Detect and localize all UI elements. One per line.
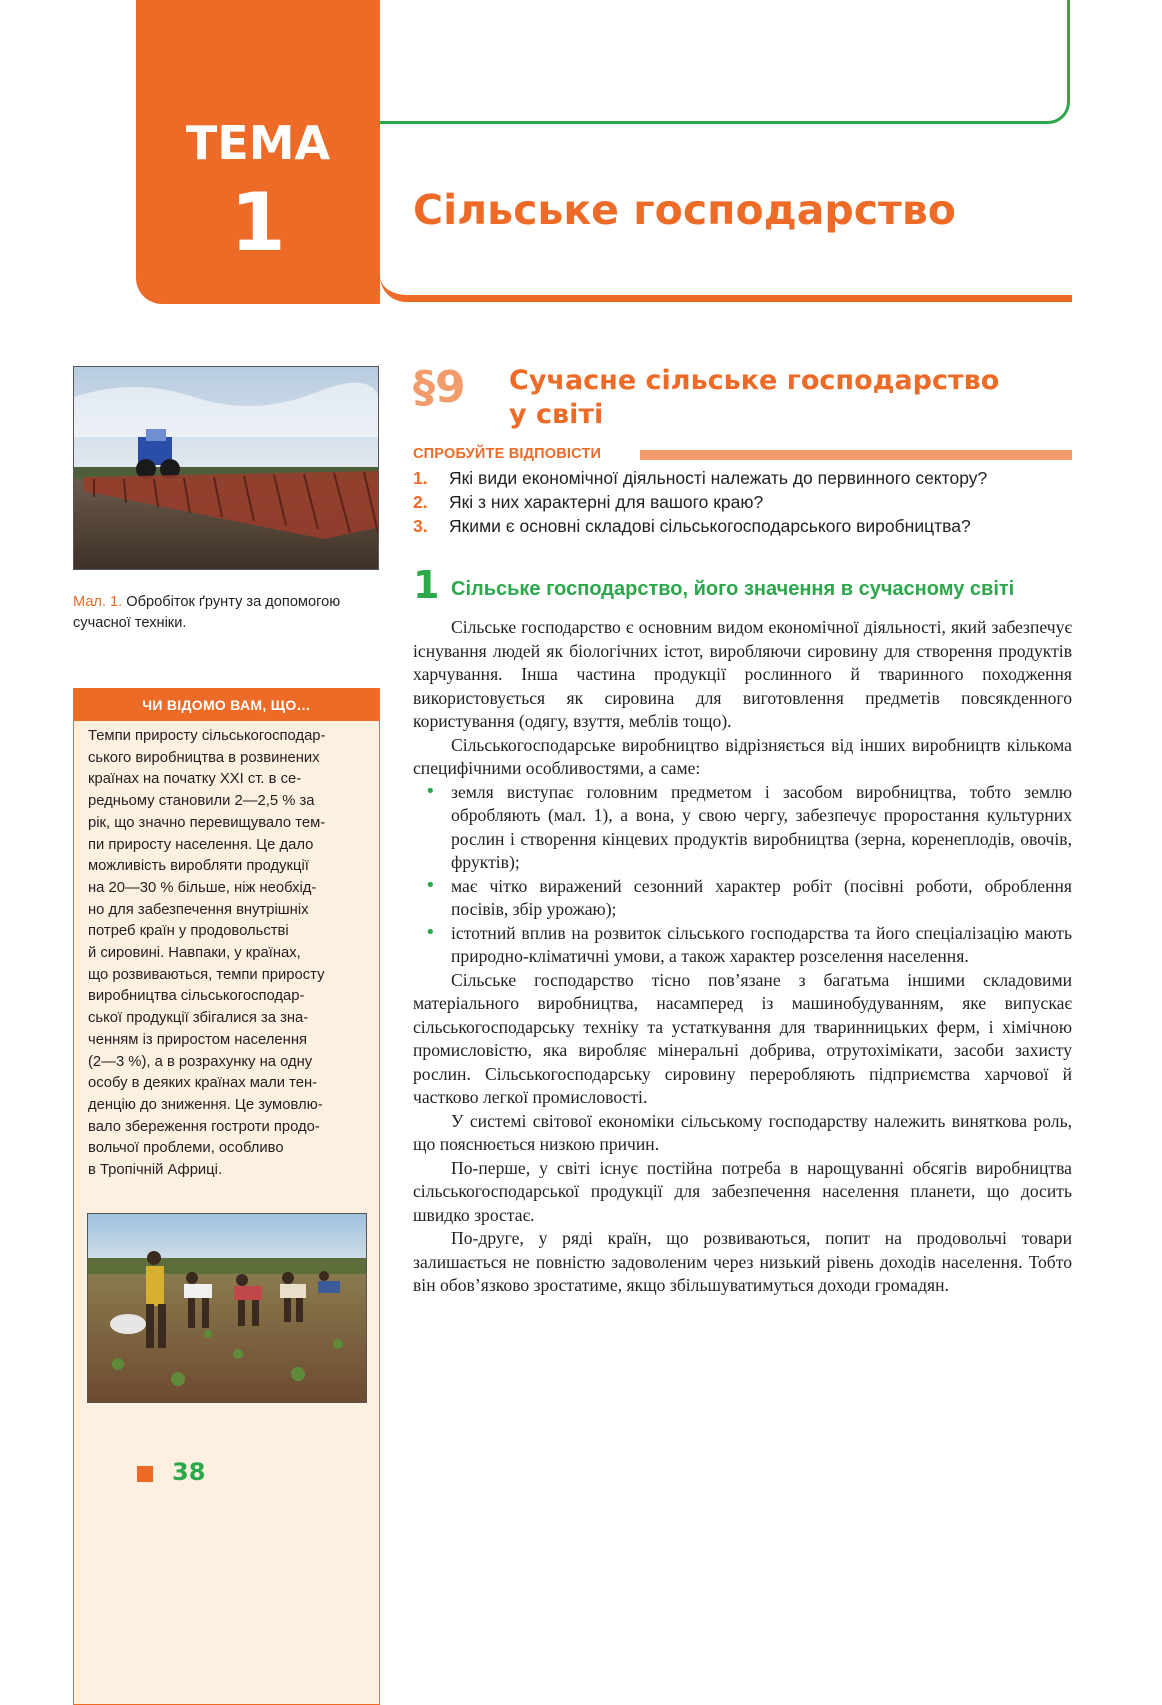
header-frame-line [380, 0, 1070, 124]
question-number: 3. [413, 516, 428, 536]
body-paragraph: Сільське господарство є основним видом економічної діяльності, який забезпечує існування людей як біологічних істот, виробляючи сировину для створення продуктів харчування. Інша частина продукції рослинного й тваринного походження використовується як сировина для виготовлення предметів повсякденного користування (одягу, взуття, меблів тощо). [413, 617, 1072, 731]
fact-line: (2—3 %), а в розрахунку на одну [88, 1053, 313, 1070]
try-answer-bar [640, 450, 1072, 460]
fact-line: потреб країн у продовольстві [88, 923, 289, 940]
section-title-line: у світі [509, 399, 604, 430]
fact-line: особу в деяких країнах мали тен- [88, 1075, 318, 1092]
question-text: Які види економічної діяльності належать до первинного сектору? [449, 468, 988, 488]
caption-label: Мал. 1. [73, 594, 123, 610]
subsection-number: 1 [413, 563, 440, 607]
tractor-illustration [74, 367, 379, 570]
fact-line: редньому становили 2—2,5 % за [88, 793, 315, 810]
page-marker-square [137, 1466, 153, 1482]
question-text: Якими є основні складові сільськогосподарського виробництва? [449, 516, 971, 536]
section-number: §9 [413, 362, 466, 413]
fact-line: вольчої проблеми, особливо [88, 1140, 284, 1157]
question-number: 1. [413, 468, 428, 488]
list-item: • істотний вплив на розвиток сільського господарства та його спеціалізацію мають природно-кліматичні умови, а також характер розселення населення. [413, 922, 1072, 969]
field-workers-illustration [88, 1214, 367, 1403]
figure-caption [73, 592, 379, 634]
fact-line: в Тропічній Африці. [88, 1162, 223, 1179]
main-body-text [413, 616, 1072, 1298]
fact-line: денцію до зниження. Це зумовлю- [88, 1096, 323, 1113]
fact-line: вало збереження гостроти продо- [88, 1118, 320, 1135]
fact-line: ського виробництва в розвинених [88, 749, 320, 766]
fact-line: що розвиваються, темпи приросту [88, 966, 325, 983]
body-paragraph: Сільськогосподарське виробництво відрізняється від інших виробництв кількома специфічними особливостями, а саме: [413, 734, 1072, 778]
field-workers-photo [87, 1213, 367, 1403]
question-item [413, 468, 987, 489]
body-paragraph: По-перше, у світі існує постійна потреба в нарощуванні обсягів виробництва сільськогосподарської продукції для забезпечення населення планети, що досить швидко зростає. [413, 1157, 1072, 1225]
fact-line: пи приросту населення. Це дало [88, 836, 314, 853]
subsection-title: Сільське господарство, його значення в сучасному світі [451, 578, 1015, 600]
body-paragraph: У системі світової економіки сільському господарству належить виняткова роль, що пояснюється низкою причин. [413, 1110, 1072, 1154]
fact-line: на 20—30 % більше, ніж необхід- [88, 879, 317, 896]
body-paragraph: Сільське господарство тісно пов’язане з багатьма іншими складовими матеріального виробництва, насамперед із машинобудуванням, яке випускає сільськогосподарську техніку та устаткування для тваринницьких ферм, і хімічною промисловістю, яка виробляє мінеральні добрива, отрутохімікати, засоби захисту рослин. Сільськогосподарську сировину переробляють підприємства харчової й частково легкої промисловості. [413, 969, 1072, 1107]
question-item [413, 516, 971, 537]
fact-line: ченням із приростом населення [88, 1031, 308, 1048]
tema-label: ТЕМА [185, 116, 331, 170]
tractor-photo [73, 366, 379, 570]
fact-line: можливість виробляти продукції [88, 858, 309, 875]
tema-number: 1 [230, 176, 286, 269]
fact-line: ської продукції збігалися за зна- [88, 1010, 309, 1027]
fact-line: країнах на початку XXI ст. в се- [88, 771, 302, 788]
chapter-title: Сільське господарство [413, 186, 956, 234]
try-answer-heading: СПРОБУЙТЕ ВІДПОВІСТИ [413, 446, 602, 462]
list-item: • земля виступає головним предметом і засобом виробництва, тобто землю обробляють (мал. 1), а вона, у свою чергу, забезпечує проростання культурних рослин і створення кінцевих продуктів виробництва (зерна, коренеплодів, овочів, фруктів); [413, 781, 1072, 875]
fact-line: виробництва сільськогосподар- [88, 988, 305, 1005]
fact-line: рік, що значно перевищувало тем- [88, 814, 326, 831]
question-item [413, 492, 763, 513]
fact-line: но для забезпечення внутрішніх [88, 901, 309, 918]
caption-text: Обробіток ґрунту за допомогою сучасної техніки. [73, 594, 341, 631]
body-paragraph: По-друге, у ряді країн, що розвиваються, попит на продовольчі товари залишається не повністю задоволеним через низький рівень доходів населення. Тобто він обов’язково зростатиме, якщо збільшуватимуться доходи громадян. [413, 1228, 1072, 1295]
list-item: • має чітко виражений сезонний характер робіт (посівні роботи, оброблення посівів, збір урожаю); [413, 875, 1072, 922]
question-text: Які з них характерні для вашого краю? [449, 492, 764, 512]
did-you-know-heading: ЧИ ВІДОМО ВАМ, ЩО… [74, 689, 379, 721]
did-you-know-text [88, 726, 368, 1182]
fact-line: Темпи приросту сільськогосподар- [88, 728, 326, 744]
section-title-line: Сучасне сільське господарство [509, 365, 1000, 396]
section-title [509, 364, 1069, 432]
fact-line: й сировині. Навпаки, у країнах, [88, 945, 301, 962]
features-list [413, 781, 1072, 969]
question-number: 2. [413, 492, 428, 512]
page-number: 38 [172, 1458, 206, 1486]
